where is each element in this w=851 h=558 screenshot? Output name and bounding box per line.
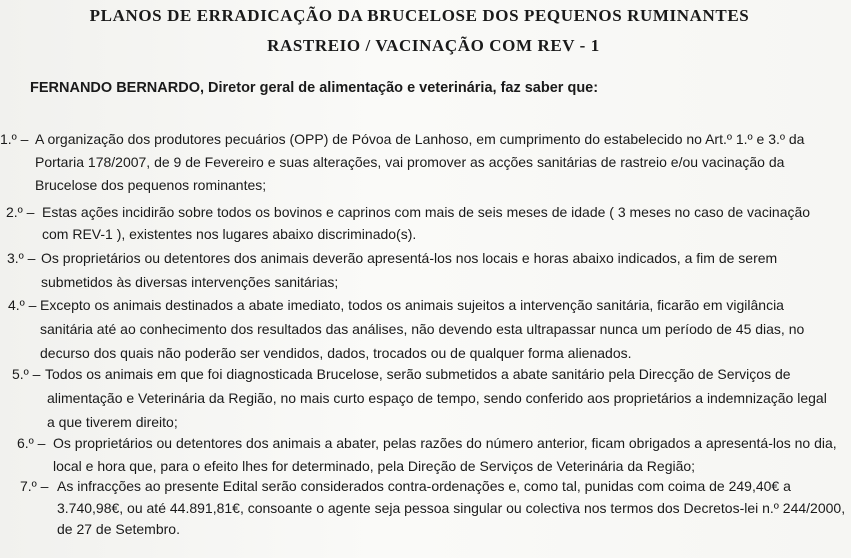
item-line: Brucelose dos pequenos rominantes; (35, 177, 267, 193)
item-line: de 27 de Setembro. (57, 521, 180, 537)
item-line: decurso dos quais não poderão ser vendidos, dados, trocados ou de qualquer forma alienados. (40, 345, 632, 361)
document-title: PLANOS DE ERRADICAÇÃO DA BRUCELOSE DOS PEQUENOS RUMINANTES (89, 6, 750, 25)
list-item-3 (7, 248, 778, 290)
list-item-6 (17, 433, 837, 475)
item-line: As infracções ao presente Edital serão considerados contra-ordenações e, como tal, punidas com coima de 249,40€ a (57, 478, 791, 494)
item-number: 1.º – (0, 131, 29, 147)
item-line: a que tiverem direito; (47, 414, 178, 430)
list-item-7 (20, 476, 846, 539)
list-item-2 (6, 202, 811, 244)
item-line: submetidos às diversas intervenções sanitárias; (41, 274, 339, 290)
document-subtitle: RASTREIO / VACINAÇÃO COM REV - 1 (267, 36, 600, 55)
item-line: sanitária até ao conhecimento dos resultados das análises, não devendo esta ultrapassar nunca um período de 45 dias, no (40, 321, 805, 337)
item-line: A organização dos produtores pecuários (OPP) de Póvoa de Lanhoso, em cumprimento do estabelecido no Art.º 1.º e 3.º da (35, 131, 805, 147)
item-line: Portaria 178/2007, de 9 de Fevereiro e suas alterações, vai promover as acções sanitárias de rastreio e/ou vacinação da (35, 154, 785, 170)
item-line: Os proprietários ou detentores dos animais a abater, pelas razões do número anterior, ficam obrigados a apresentá-los no dia, (53, 435, 837, 451)
decree-statement: FERNANDO BERNARDO, Diretor geral de alimentação e veterinária, faz saber que: (30, 80, 599, 96)
item-line: Os proprietários ou detentores dos animais deverão apresentá-los nos locais e horas abaixo indicados, a fim de serem (41, 250, 778, 266)
item-line: com REV-1 ), existentes nos lugares abaixo discriminado(s). (42, 226, 417, 242)
list-item-4 (8, 295, 805, 361)
item-number: 3.º – (7, 250, 36, 266)
item-line: Estas ações incidirão sobre todos os bovinos e caprinos com mais de seis meses de idade ( 3 meses no caso de vacinação (42, 204, 811, 220)
item-number: 7.º – (20, 478, 49, 494)
list-item-5 (12, 364, 827, 430)
item-number: 6.º – (17, 435, 46, 451)
item-line: 3.740,98€, ou até 44.891,81€, consoante o agente seja pessoa singular ou colectiva nos termos dos Decretos-lei n.º 244/2000, (57, 500, 846, 516)
list-item-1 (0, 129, 805, 193)
item-line: alimentação e Veterinária da Região, no mais curto espaço de tempo, sendo conferido aos proprietários a indemnização legal (47, 390, 827, 406)
item-number: 2.º – (6, 204, 35, 220)
item-number: 4.º – (8, 297, 37, 313)
item-line: local e hora que, para o efeito lhes for determinado, pela Direção de Serviços de Veterinária da Região; (53, 458, 696, 474)
item-number: 5.º – (12, 366, 41, 382)
item-line: Todos os animais em que foi diagnosticada Brucelose, serão submetidos a abate sanitário pela Direcção de Serviços de (45, 366, 791, 382)
item-line: Excepto os animais destinados a abate imediato, todos os animais sujeitos a intervenção sanitária, ficarão em vigilância (40, 297, 784, 313)
